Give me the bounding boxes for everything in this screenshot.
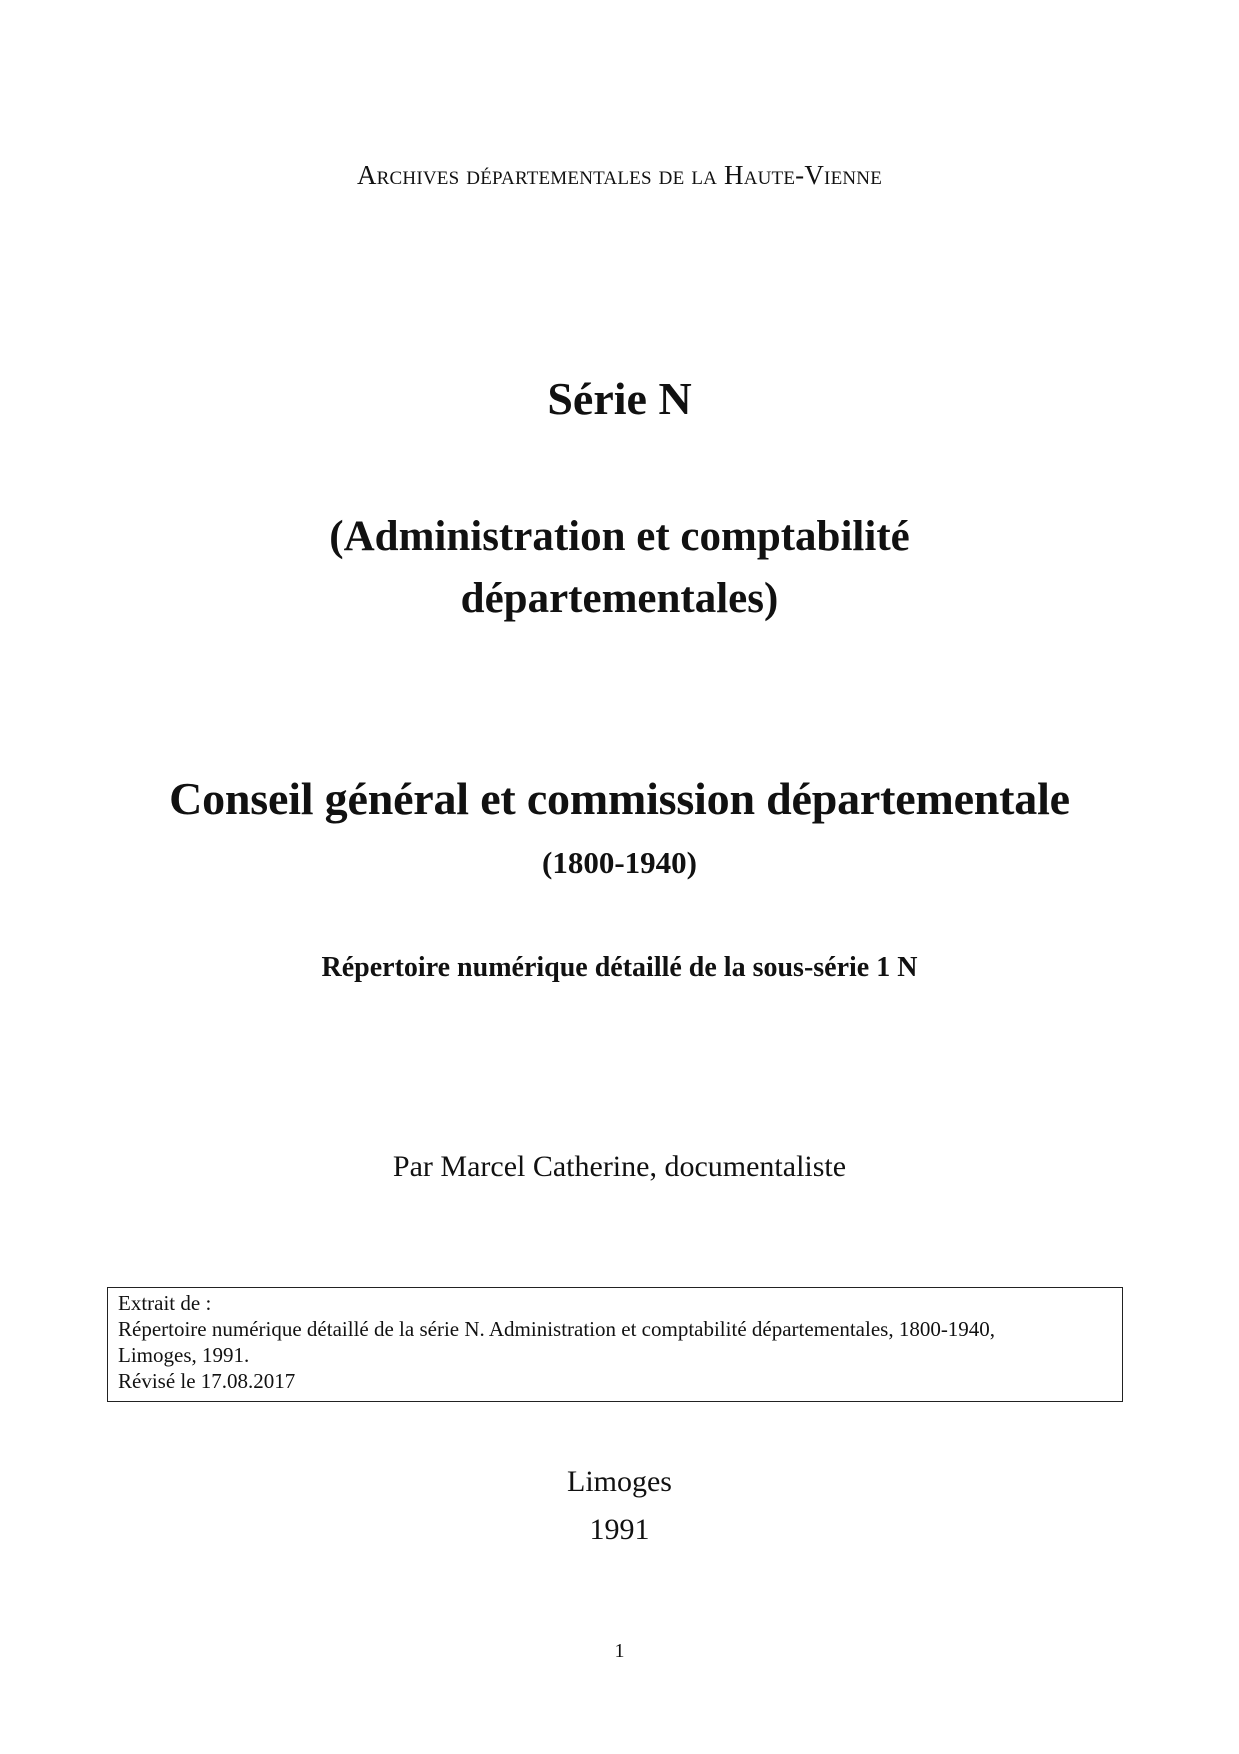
extract-source-line1: Répertoire numérique détaillé de la série N. Administration et comptabilité départementales, 1800-1940, [118, 1317, 996, 1341]
date-range: (1800-1940) [542, 845, 697, 880]
institution-header: Archives départementales de la Haute-Vienne [356, 160, 883, 190]
author-line: Par Marcel Catherine, documentaliste [392, 1150, 847, 1183]
extract-box [107, 1287, 1123, 1402]
serie-title: Série N [547, 373, 692, 424]
extract-revision: Révisé le 17.08.2017 [118, 1369, 296, 1393]
publication-city: Limoges [567, 1465, 672, 1498]
extract-label: Extrait de : [118, 1291, 212, 1315]
page-number: 1 [614, 1640, 625, 1662]
main-title: Conseil général et commission départementale [169, 773, 1070, 824]
publication-year: 1991 [589, 1513, 650, 1546]
extract-source-line2: Limoges, 1991. [118, 1343, 250, 1367]
serie-subtitle-line1: (Administration et comptabilité [329, 513, 910, 560]
serie-subtitle-line2: départementales) [460, 575, 779, 622]
repertoire-subtitle: Répertoire numérique détaillé de la sous-série 1 N [321, 952, 918, 983]
